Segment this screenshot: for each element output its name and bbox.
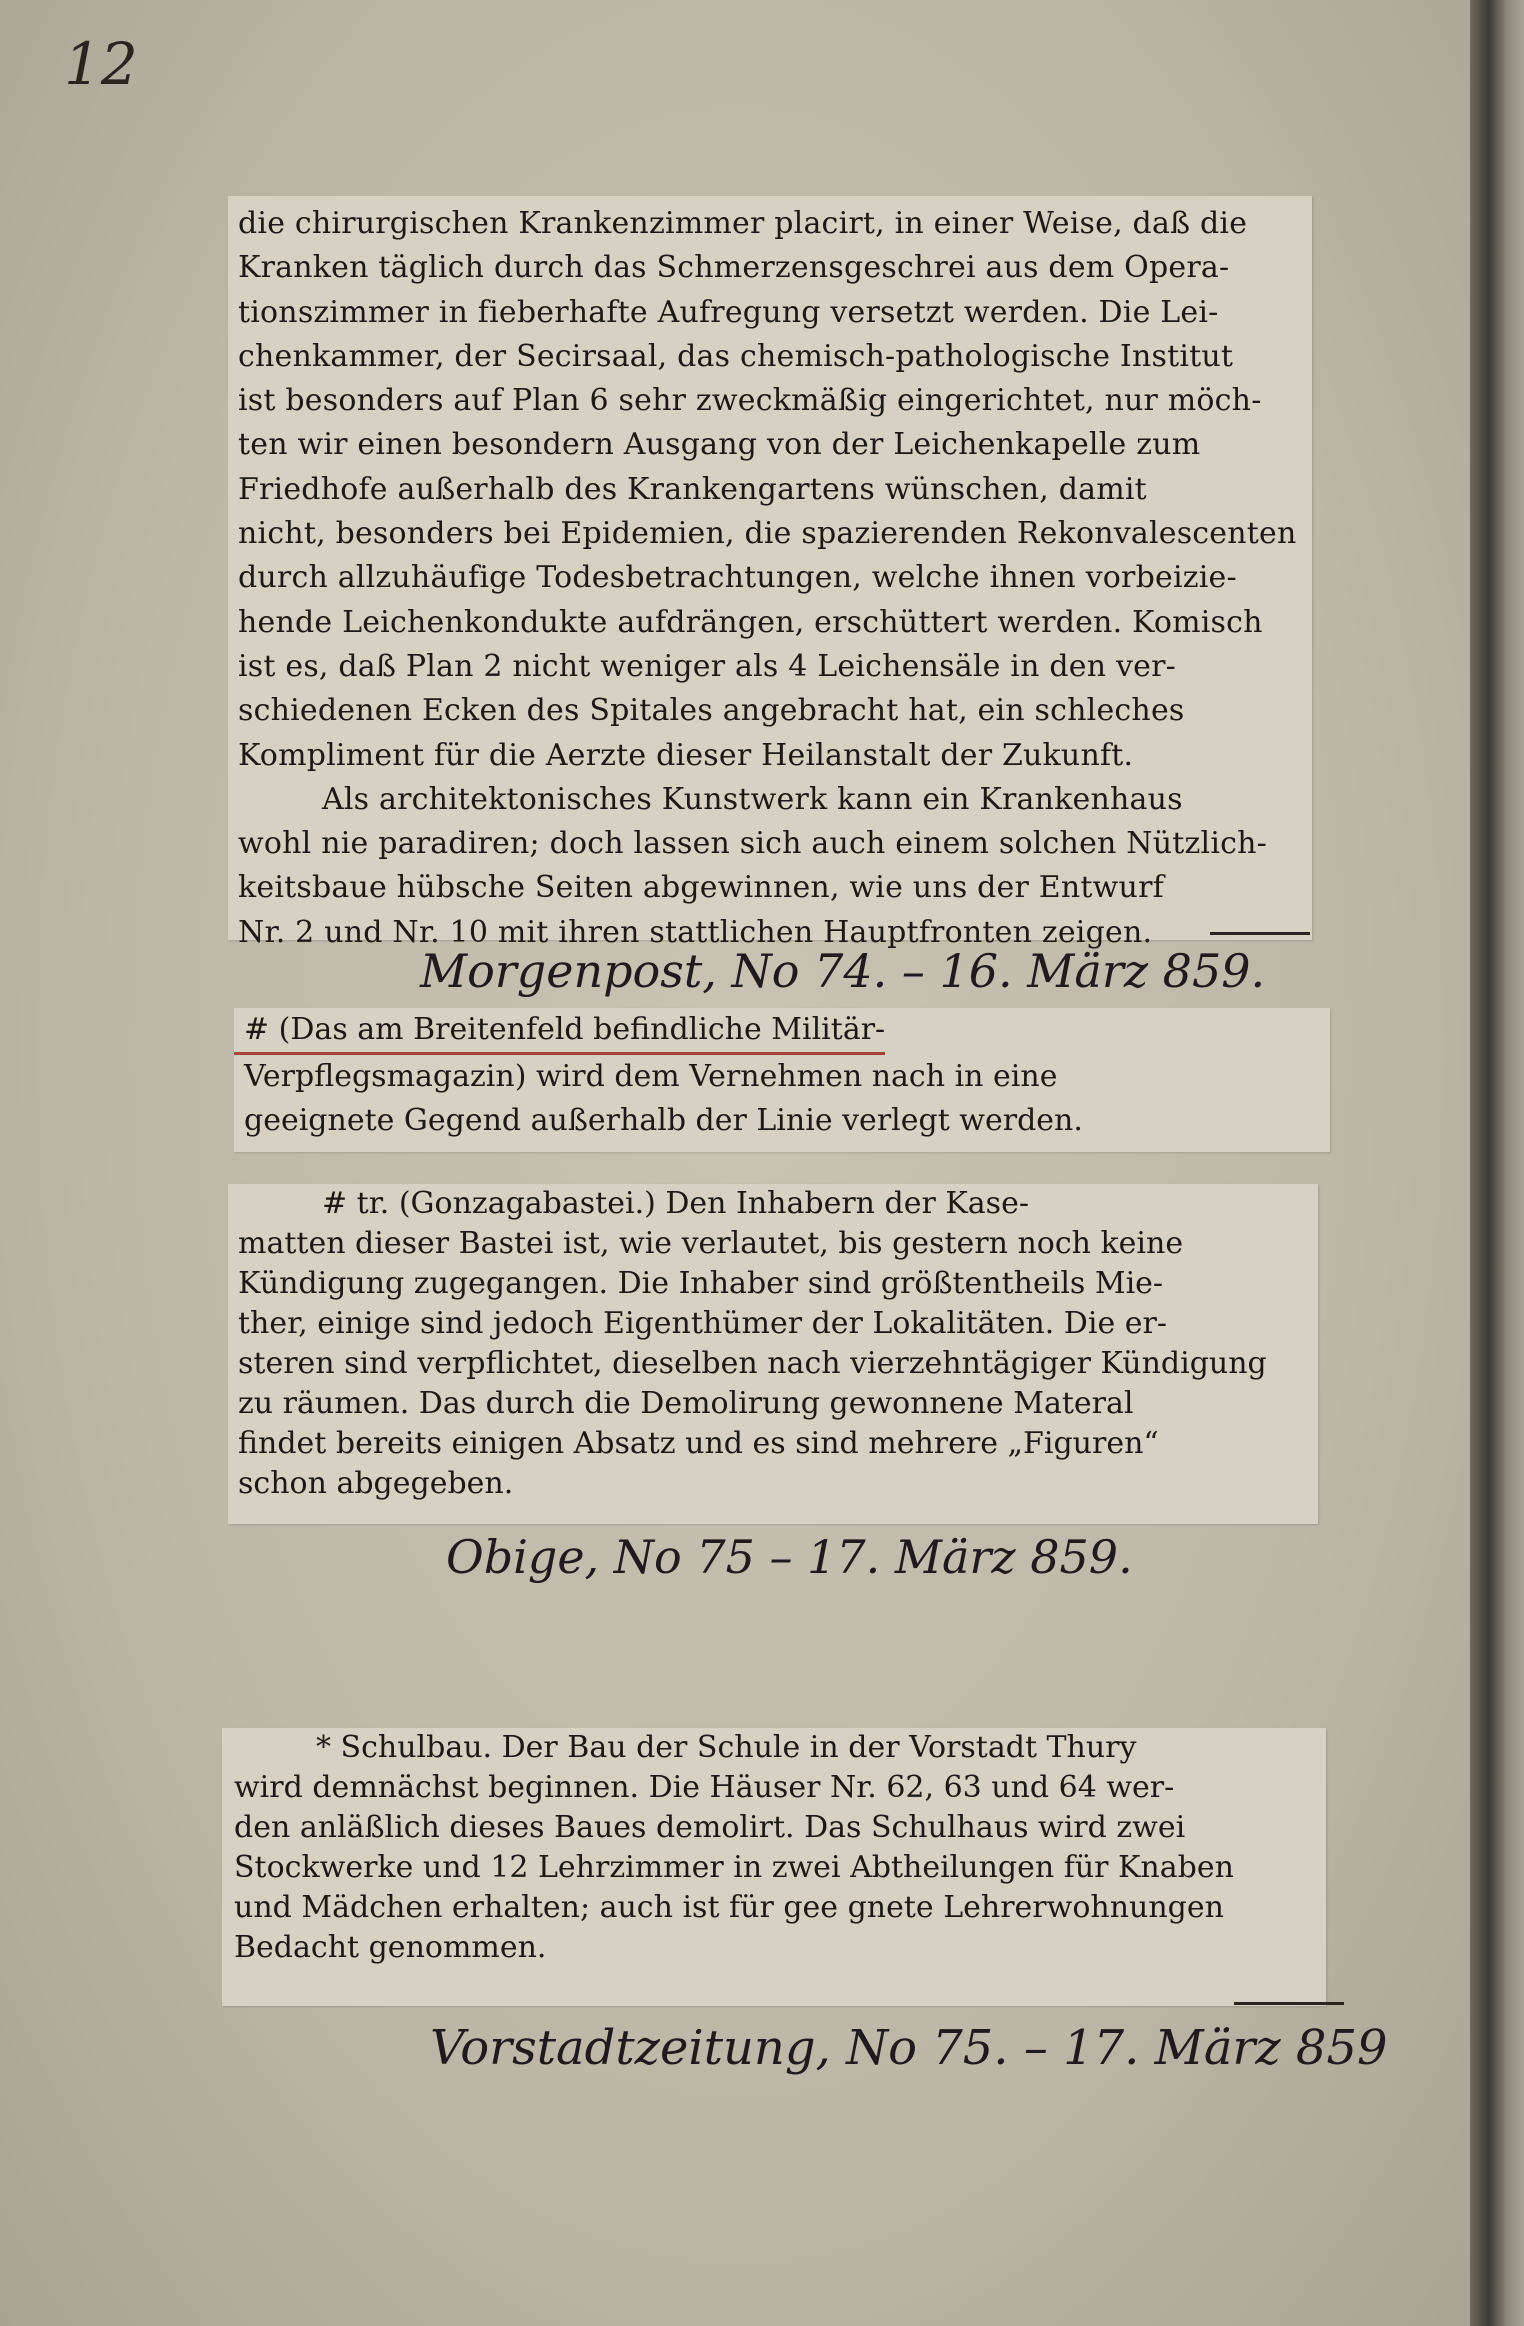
clipping-line: schon abgegeben. (238, 1466, 514, 1501)
clipping-line: ten wir einen besondern Ausgang von der Leichenkapelle zum (238, 427, 1201, 463)
clipping-line: schiedenen Ecken des Spitales angebracht hat, ein schleches (238, 693, 1185, 729)
clipping-line: steren sind verpflichtet, dieselben nach vierzehntägiger Kündigung (238, 1346, 1267, 1381)
clipping-line: und Mädchen erhalten; auch ist für gee gnete Lehrerwohnungen (234, 1890, 1224, 1925)
rule-line (1234, 2002, 1344, 2005)
newspaper-clipping-military-magazine (234, 1008, 1330, 1152)
clipping-line: findet bereits einigen Absatz und es sind mehrere „Figuren“ (238, 1426, 1159, 1461)
clipping-line: Als architektonisches Kunstwerk kann ein Krankenhaus (322, 781, 1183, 817)
clipping-line: den anläßlich dieses Baues demolirt. Das Schulhaus wird zwei (234, 1810, 1186, 1845)
clipping-line: Nr. 2 und Nr. 10 mit ihren stattlichen Hauptfronten zeigen. (238, 914, 1153, 950)
rule-line (1210, 932, 1310, 935)
newspaper-clipping-gonzagabastei (228, 1184, 1318, 1524)
clipping-line: Bedacht genommen. (234, 1930, 547, 1965)
clipping-line: # (Das am Breitenfeld befindliche Militär- (234, 1008, 885, 1055)
clipping-line: Kündigung zugegangen. Die Inhaber sind größtentheils Mie- (238, 1266, 1164, 1301)
clipping-line: keitsbaue hübsche Seiten abgewinnen, wie uns der Entwurf (238, 870, 1164, 906)
clipping-line: zu räumen. Das durch die Demolirung gewonnene Materal (238, 1386, 1134, 1421)
clipping-line: * Schulbau. Der Bau der Schule in der Vorstadt Thury (316, 1730, 1137, 1765)
clipping-line: matten dieser Bastei ist, wie verlautet, bis gestern noch keine (238, 1226, 1184, 1261)
handwritten-source-note: Morgenpost, No 74. – 16. März 859. (420, 944, 1266, 998)
handwritten-source-note: Vorstadtzeitung, No 75. – 17. März 859 (430, 2020, 1388, 2076)
clipping-line: hende Leichenkondukte aufdrängen, erschüttert werden. Komisch (238, 604, 1263, 640)
newspaper-clipping-schulbau (222, 1728, 1326, 2006)
clipping-line: wohl nie paradiren; doch lassen sich auch einem solchen Nützlich- (238, 826, 1267, 862)
clipping-line: ist besonders auf Plan 6 sehr zweckmäßig eingerichtet, nur möch- (238, 383, 1262, 419)
clipping-line: nicht, besonders bei Epidemien, die spazierenden Rekonvalescenten (238, 516, 1297, 552)
clipping-line: wird demnächst beginnen. Die Häuser Nr. 62, 63 und 64 wer- (234, 1770, 1175, 1805)
clipping-line: Kranken täglich durch das Schmerzensgeschrei aus dem Opera- (238, 250, 1230, 286)
clipping-line: chenkammer, der Secirsaal, das chemisch-pathologische Institut (238, 338, 1234, 374)
handwritten-source-note: Obige, No 75 – 17. März 859. (446, 1530, 1133, 1584)
clipping-line: ther, einige sind jedoch Eigenthümer der Lokalitäten. Die er- (238, 1306, 1167, 1341)
clipping-line: durch allzuhäufige Todesbetrachtungen, welche ihnen vorbeizie- (238, 560, 1237, 596)
clipping-line: Stockwerke und 12 Lehrzimmer in zwei Abtheilungen für Knaben (234, 1850, 1234, 1885)
page-number: 12 (64, 30, 138, 98)
clipping-line: ist es, daß Plan 2 nicht weniger als 4 Leichensäle in den ver- (238, 648, 1176, 684)
clipping-line: Verpflegsmagazin) wird dem Vernehmen nach in eine (244, 1059, 1058, 1094)
clipping-line: # tr. (Gonzagabastei.) Den Inhabern der Kase- (322, 1186, 1029, 1221)
clipping-line: tionszimmer in fieberhafte Aufregung versetzt werden. Die Lei- (238, 294, 1219, 330)
clipping-line: Friedhofe außerhalb des Krankengartens wünschen, damit (238, 471, 1147, 507)
clipping-line: die chirurgischen Krankenzimmer placirt, in einer Weise, daß die (238, 206, 1248, 241)
clipping-line: Kompliment für die Aerzte dieser Heilanstalt der Zukunft. (238, 737, 1134, 773)
clipping-line: geeignete Gegend außerhalb der Linie verlegt werden. (244, 1103, 1083, 1138)
newspaper-clipping-hospital (228, 196, 1312, 950)
book-spine (1470, 0, 1524, 2326)
